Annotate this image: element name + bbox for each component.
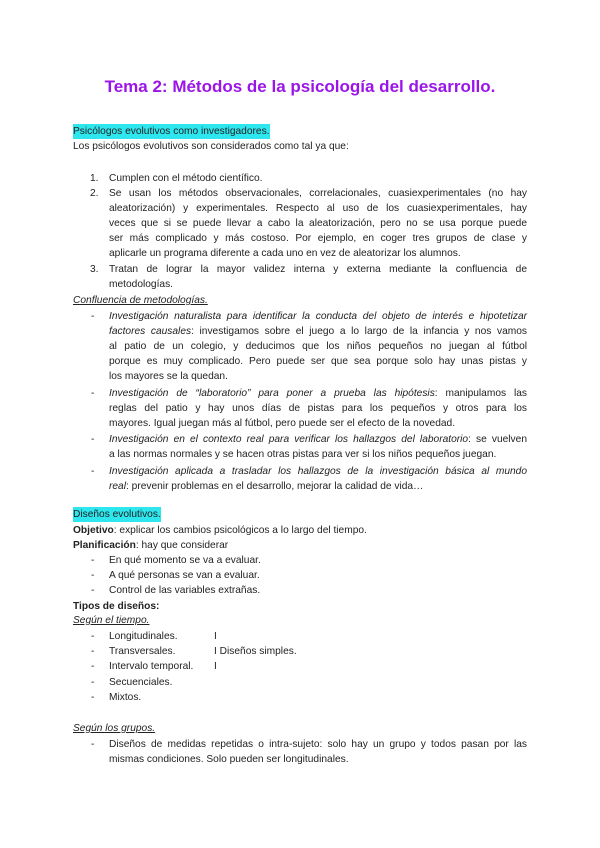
- bracket-bar: I: [214, 661, 217, 672]
- list-item-line: veces que si se puede llevar a cabo la aleatorización, pero no se usa porque puede: [109, 218, 527, 229]
- list-item-line: Cumplen con el método científico.: [109, 173, 263, 184]
- text: : manipulamos las: [434, 388, 527, 399]
- page-title: Tema 2: Métodos de la psicología del desarrollo.: [104, 77, 496, 96]
- list-number: 2.: [90, 188, 99, 199]
- subheading-confluencia: Confluencia de metodologías.: [73, 295, 208, 306]
- confluencia-item-line: al patio de un colegio, y deducimos que los niños pequeños no juegan al fútbol: [109, 341, 527, 352]
- list-item-line: Tratan de lograr la mayor validez interna y externa mediante la confluencia de: [109, 264, 527, 275]
- text: : investigamos sobre el juego a lo largo de la infancia y nos vamos: [191, 326, 527, 337]
- tiempo-item: Mixtos.: [109, 692, 142, 703]
- objetivo-text: : explicar los cambios psicológicos a lo largo del tiempo.: [113, 525, 367, 536]
- list-item-line: Se usan los métodos observacionales, correlacionales, cuasiexperimentales (no hay: [109, 188, 527, 199]
- grupos-item-line: Diseños de medidas repetidas o intra-sujeto: solo hay un grupo y todos pasan por las: [109, 739, 527, 750]
- list-item-line: ser más complicado y más costoso. Por ejemplo, en coger tres grupos de clase y: [109, 233, 527, 244]
- tiempo-item: Longitudinales.: [109, 631, 178, 642]
- confluencia-item-line: [109, 479, 423, 494]
- emphasis: real: [109, 481, 126, 492]
- dash-bullet: -: [91, 631, 95, 642]
- tipos-heading: [73, 599, 159, 614]
- planificacion-label: Planificación: [73, 540, 136, 551]
- confluencia-item-line: reglas del patio y hay unos días de pistas para los pequeños y otros para los: [109, 403, 527, 414]
- confluencia-item-line: [109, 324, 527, 339]
- plan-item: A qué personas se van a evaluar.: [109, 570, 260, 581]
- dash-bullet: -: [91, 466, 95, 477]
- section-heading-disenos: Diseños evolutivos.: [73, 509, 161, 520]
- disenos-simples-label: I Diseños simples.: [214, 646, 297, 657]
- subheading-segun-grupos: Según los grupos.: [73, 723, 156, 734]
- confluencia-item-line: Investigación aplicada a trasladar los hallazgos de la investigación básica al mundo: [109, 466, 527, 477]
- tiempo-item: Secuenciales.: [109, 677, 173, 688]
- objetivo-label: Objetivo: [73, 525, 114, 536]
- confluencia-item-line: [109, 386, 527, 401]
- text: : prevenir problemas en el desarrollo, mejorar la calidad de vida…: [126, 481, 424, 492]
- subheading-segun-tiempo: Según el tiempo.: [73, 615, 150, 626]
- emphasis: factores causales: [109, 326, 192, 337]
- confluencia-item-line: los mayores se la quedan.: [109, 371, 228, 382]
- confluencia-item-line: porque es muy complicado. Pero puede ser que sea porque solo hay unas pistas y: [109, 356, 527, 367]
- plan-item: En qué momento se va a evaluar.: [109, 555, 261, 566]
- list-number: 1.: [90, 173, 99, 184]
- section-heading-psicologos: Psicólogos evolutivos como investigadores.: [73, 126, 270, 137]
- dash-bullet: -: [91, 570, 95, 581]
- list-item-line: aplicarle un programa diferente a cada uno en vez de aleatorizar los alumnos.: [109, 248, 461, 259]
- grupos-item-line: mismas condiciones. Solo pueden ser longitudinales.: [109, 754, 349, 765]
- confluencia-item-line: a las normas normales y se hacen otras pistas para ver si los niños pequeños juegan.: [109, 449, 497, 460]
- dash-bullet: -: [91, 434, 95, 445]
- objetivo-line: [73, 523, 367, 538]
- dash-bullet: -: [91, 311, 95, 322]
- dash-bullet: -: [91, 585, 95, 596]
- tiempo-item: Intervalo temporal.: [109, 661, 194, 672]
- list-item-line: metodologías.: [109, 279, 173, 290]
- dash-bullet: -: [91, 388, 95, 399]
- dash-bullet: -: [91, 677, 95, 688]
- dash-bullet: -: [91, 646, 95, 657]
- dash-bullet: -: [91, 661, 95, 672]
- emphasis: Investigación en el contexto real para verificar los hallazgos del laboratorio: [109, 434, 469, 445]
- list-item-line: aleatorización) y experimentales. Respecto al uso de los cuasiexperimentales, hay: [109, 203, 527, 214]
- confluencia-item-line: [109, 432, 527, 447]
- tiempo-item: Transversales.: [109, 646, 176, 657]
- list-number: 3.: [90, 264, 99, 275]
- dash-bullet: -: [91, 692, 95, 703]
- confluencia-item-line: Investigación naturalista para identificar la conducta del objeto de interés e hipotetizar: [109, 311, 527, 322]
- bracket-bar: I: [214, 631, 217, 642]
- dash-bullet: -: [91, 739, 95, 750]
- planificacion-line: [73, 538, 228, 553]
- planificacion-text: : hay que considerar: [135, 540, 229, 551]
- emphasis: Investigación de “laboratorio” para poner a prueba las hipótesis: [109, 388, 435, 399]
- confluencia-item-line: mayores. Igual juegan más al fútbol, pero puede ser el efecto de la novedad.: [109, 418, 456, 429]
- dash-bullet: -: [91, 555, 95, 566]
- tipos-label: Tipos de diseños: [73, 601, 157, 612]
- section-intro: Los psicólogos evolutivos son considerados como tal ya que:: [73, 141, 349, 152]
- plan-item: Control de las variables extrañas.: [109, 585, 261, 596]
- tipos-colon: :: [156, 601, 160, 612]
- text: : se vuelven: [468, 434, 527, 445]
